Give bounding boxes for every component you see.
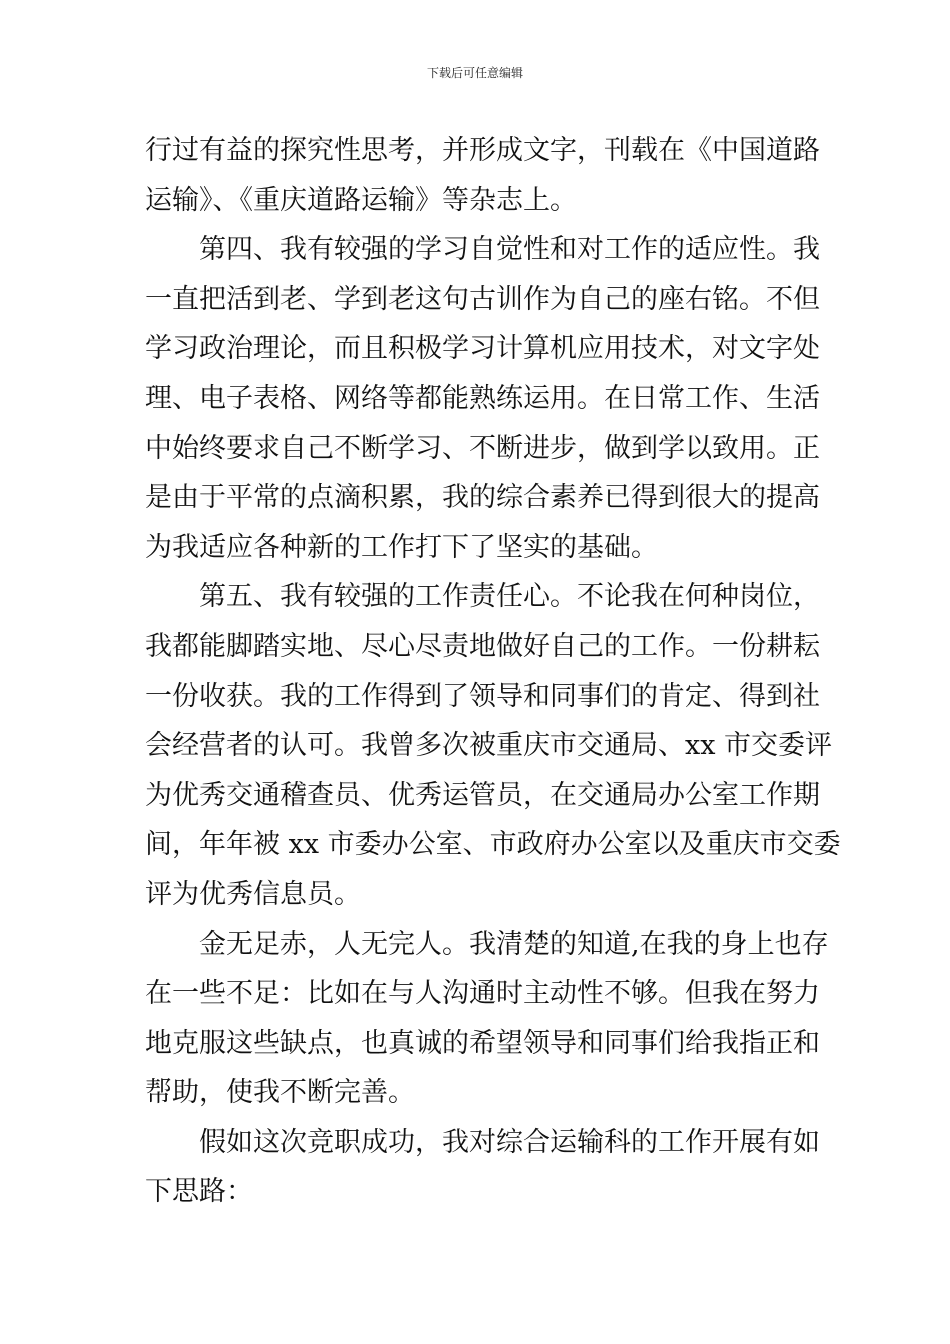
- paragraph-1-line-1: 行过有益的探究性思考，并形成文字，刊载在《中国道路: [145, 135, 820, 166]
- paragraph-4-line-1: 金无足赤，人无完人。我清楚的知道,在我的身上也存: [199, 928, 829, 960]
- paragraph-2-line-2: 一直把活到老、学到老这句古训作为自己的座右铭。不但: [145, 283, 820, 315]
- paragraph-1-line-2: 运输》、《重庆道路运输》等杂志上。: [145, 184, 577, 216]
- body-text: [145, 126, 841, 1217]
- paragraph-3-line-2: 我都能脚踏实地、尽心尽责地做好自己的工作。一份耕耘: [145, 630, 820, 662]
- paragraph-2-line-4: 理、电子表格、网络等都能熟练运用。在日常工作、生活: [145, 382, 820, 414]
- paragraph-4-line-4: 帮助，使我不断完善。: [145, 1077, 415, 1109]
- paragraph-3-line-7: 评为优秀信息员。: [145, 878, 361, 910]
- paragraph-3-line-4: 会经营者的认可。我曾多次被重庆市交通局、xx 市交委评: [145, 730, 833, 762]
- paragraph-2-line-5: 中始终要求自己不断学习、不断进步，做到学以致用。正: [145, 432, 820, 464]
- paragraph-5-line-1: 假如这次竞职成功，我对综合运输科的工作开展有如: [199, 1126, 820, 1158]
- paragraph-4-line-3: 地克服这些缺点，也真诚的希望领导和同事们给我指正和: [145, 1027, 820, 1059]
- paragraph-3-line-6: 间，年年被 xx 市委办公室、市政府办公室以及重庆市交委: [145, 829, 841, 861]
- paragraph-3-line-1: 第五、我有较强的工作责任心。不论我在何种岗位，: [199, 581, 820, 613]
- paragraph-2-line-7: 为我适应各种新的工作打下了坚实的基础。: [145, 531, 658, 563]
- paragraph-5-line-2: 下思路：: [145, 1176, 253, 1208]
- paragraph-2-line-1: 第四、我有较强的学习自觉性和对工作的适应性。我: [199, 234, 820, 266]
- paragraph-2-line-3: 学习政治理论，而且积极学习计算机应用技术，对文字处: [145, 333, 820, 365]
- paragraph-3-line-5: 为优秀交通稽查员、优秀运管员，在交通局办公室工作期: [145, 779, 820, 811]
- paragraph-2-line-6: 是由于平常的点滴积累，我的综合素养已得到很大的提高: [145, 482, 820, 514]
- paragraph-3-line-3: 一份收获。我的工作得到了领导和同事们的肯定、得到社: [145, 680, 820, 712]
- page-header: 下载后可任意编辑: [426, 66, 523, 80]
- paragraph-4-line-2: 在一些不足：比如在与人沟通时主动性不够。但我在努力: [145, 978, 820, 1010]
